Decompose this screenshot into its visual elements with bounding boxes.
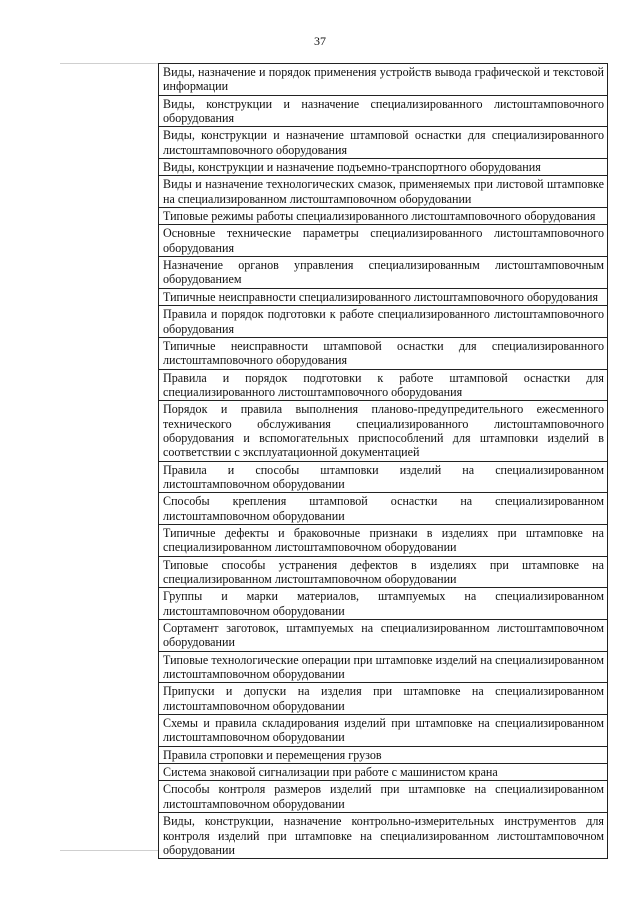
- table-row: Виды, конструкции и назначение специализированного листоштамповочного оборудования: [159, 96, 607, 128]
- table-row: Типовые режимы работы специализированного листоштамповочного оборудования: [159, 208, 607, 225]
- table-row: Типовые способы устранения дефектов в изделиях при штамповке на специализированном листоштамповочном оборудовании: [159, 557, 607, 589]
- table-row: Типичные неисправности специализированного листоштамповочного оборудования: [159, 289, 607, 306]
- table-row: Типовые технологические операции при штамповке изделий на специализированном листоштамповочном оборудовании: [159, 652, 607, 684]
- table-row: Схемы и правила складирования изделий при штамповке на специализированном листоштамповочном оборудовании: [159, 715, 607, 747]
- table-row: Виды, назначение и порядок применения устройств вывода графической и текстовой информации: [159, 64, 607, 96]
- table-row: Правила строповки и перемещения грузов: [159, 747, 607, 764]
- knowledge-table: [158, 63, 608, 859]
- table-row: Группы и марки материалов, штампуемых на специализированном листоштамповочном оборудовании: [159, 588, 607, 620]
- left-column-rule: [60, 850, 158, 851]
- table-row: Припуски и допуски на изделия при штамповке на специализированном листоштамповочном оборудовании: [159, 683, 607, 715]
- left-column-rule: [60, 63, 158, 64]
- table-row: Основные технические параметры специализированного листоштамповочного оборудования: [159, 225, 607, 257]
- table-row: Способы контроля размеров изделий при штамповке на специализированном листоштамповочном оборудовании: [159, 781, 607, 813]
- table-row: Назначение органов управления специализированным листоштамповочным оборудованием: [159, 257, 607, 289]
- table-row: Способы крепления штамповой оснастки на специализированном листоштамповочном оборудовании: [159, 493, 607, 525]
- table-row: Виды и назначение технологических смазок, применяемых при листовой штамповке на специализированном листоштамповочном оборудовании: [159, 176, 607, 208]
- table-row: Правила и порядок подготовки к работе штамповой оснастки для специализированного листоштамповочного оборудования: [159, 370, 607, 402]
- table-row: Типичные неисправности штамповой оснастки для специализированного листоштамповочного оборудования: [159, 338, 607, 370]
- table-row: Система знаковой сигнализации при работе с машинистом крана: [159, 764, 607, 781]
- table-row: Виды, конструкции и назначение штамповой оснастки для специализированного листоштамповочного оборудования: [159, 127, 607, 159]
- table-row: Правила и порядок подготовки к работе специализированного листоштамповочного оборудования: [159, 306, 607, 338]
- table-row: Виды, конструкции и назначение подъемно-транспортного оборудования: [159, 159, 607, 176]
- table-row: Правила и способы штамповки изделий на специализированном листоштамповочном оборудовании: [159, 462, 607, 494]
- table-row: Сортамент заготовок, штампуемых на специализированном листоштамповочном оборудовании: [159, 620, 607, 652]
- table-row: Типичные дефекты и браковочные признаки в изделиях при штамповке на специализированном листоштамповочном оборудовании: [159, 525, 607, 557]
- table-row: Виды, конструкции, назначение контрольно-измерительных инструментов для контроля изделий при штамповке на специализированном листоштамповочном оборудовании: [159, 813, 607, 859]
- table-row: Порядок и правила выполнения планово-предупредительного ежесменного технического обслуживания специализированного листоштамповочного оборудования и вспомогательных приспособлений для штамповки изделий в соответствии с эксплуатационной документацией: [159, 401, 607, 461]
- page-number: 37: [314, 34, 326, 48]
